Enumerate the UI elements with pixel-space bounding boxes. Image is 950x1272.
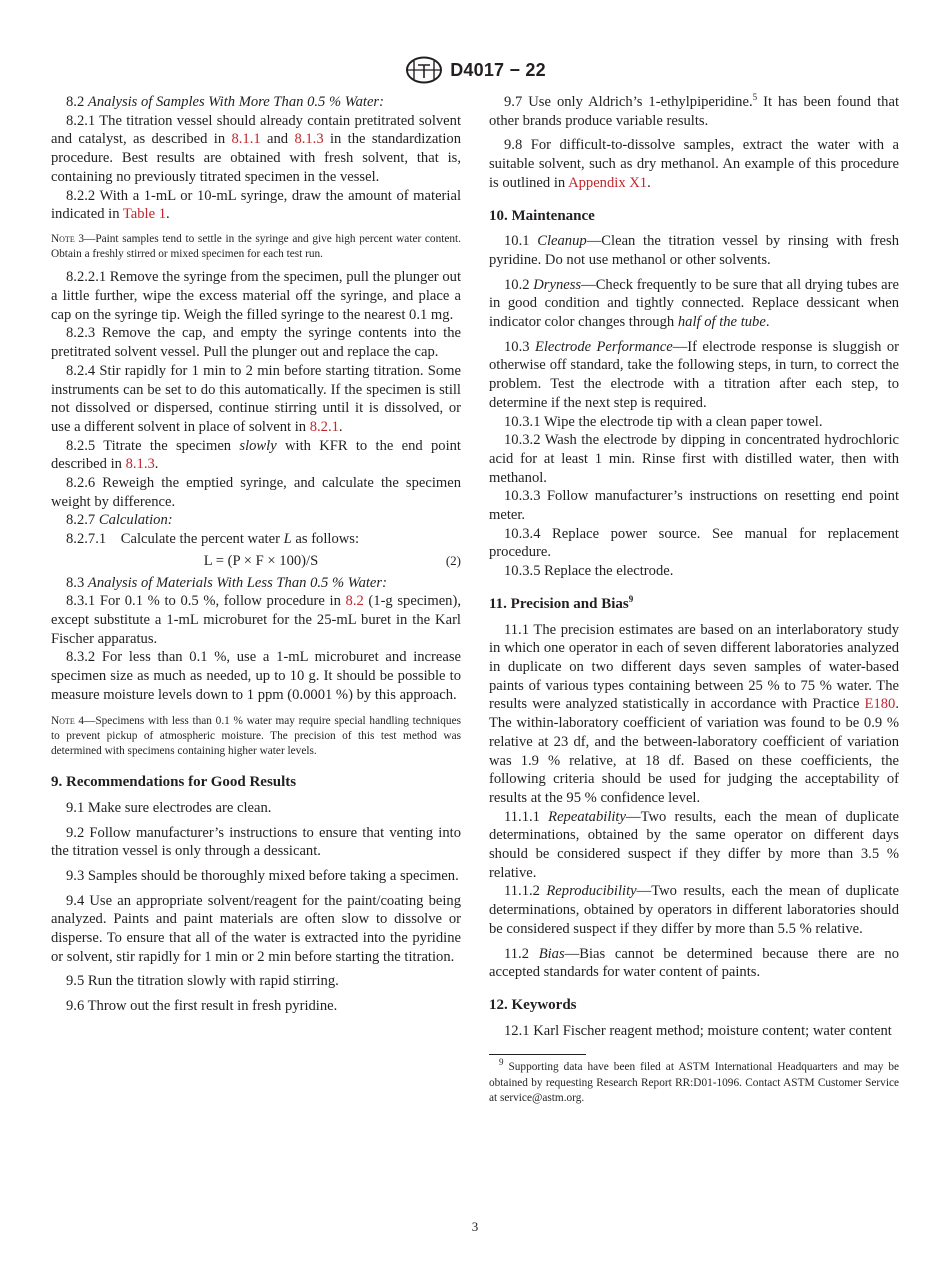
- footnote-ref-9[interactable]: 9: [628, 593, 634, 604]
- equation-formula: L = (P × F × 100)/S: [203, 552, 319, 569]
- equation-number: (2): [445, 552, 461, 568]
- document-designation: D4017 − 22: [450, 59, 546, 80]
- section-8-2-3: 8.2.3 Remove the cap, and empty the syringe contents into the pretitrated solvent vessel. Pull the plunger out and replace the cap.: [51, 325, 461, 361]
- section-10-3: 10.3 Electrode Performance—If electrode response is sluggish or otherwise off standard, take the following steps, in turn, to correct the problem. Test the electrode with a titration after each step, to determine if the next step is required.: [489, 338, 900, 411]
- section-8-2-1: 8.2.1 The titration vessel should already contain pretitrated solvent and catalyst, as described in 8.1.1 and 8.1.3 in the standardization procedure. Best results are obtained with fresh solvent, that is, containing no previously titrated specimen in the vessel.: [51, 112, 462, 185]
- section-8-3: 8.3 Analysis of Materials With Less Than 0.5 % Water:: [66, 574, 387, 591]
- section-8-3-2: 8.3.2 For less than 0.1 %, use a 1-mL microburet and increase specimen size as much as needed, up to 10 g. It should be possible to measure moisture levels down to 1 ppm (0.0001 %) by this approach.: [51, 649, 461, 703]
- page-header: [0, 55, 950, 85]
- right-column: [489, 93, 899, 1107]
- section-10-2: 10.2 Dryness—Check frequently to be sure that all drying tubes are in good condition and tightly connected. Replace dessicant when indicator color changes through half of the tube.: [489, 276, 899, 331]
- footnote-divider: [489, 1054, 586, 1055]
- ref-table-1[interactable]: Table 1: [122, 206, 167, 223]
- heading-11: 11. Precision and Bias$^9$: [489, 593, 634, 612]
- section-10-3-3: 10.3.3 Follow manufacturer’s instructions on resetting end point meter.: [489, 488, 899, 524]
- section-9-2: 9.2 Follow manufacturer’s instructions to ensure that venting into the titration vessel is only through a dessicant.: [51, 824, 461, 860]
- section-10-3-4: 10.3.4 Replace power source. See manual for replacement procedure.: [489, 525, 899, 561]
- section-12-1: 12.1 Karl Fischer reagent method; moisture content; water content: [504, 1022, 892, 1039]
- section-8-3-1: 8.3.1 For 0.1 % to 0.5 %, follow procedure in 8.2 (1-g specimen), except substitute a 1-mL microburet for the 25-mL buret in the Karl Fischer apparatus.: [51, 593, 461, 647]
- ref-8-2[interactable]: 8.2: [345, 593, 364, 610]
- section-8-2-4: 8.2.4 Stir rapidly for 1 min to 2 min before starting titration. Some instruments can be set to do this automatically. If the specimen is still not dissolved or dispersed, continue stirring until it is dissolved, or use a different solvent in place of solvent in 8.2.1.: [51, 362, 461, 435]
- section-9-6: 9.6 Throw out the first result in fresh pyridine.: [66, 998, 338, 1015]
- left-column: [51, 93, 461, 1016]
- footnote-ref-5[interactable]: 5: [752, 92, 758, 103]
- section-11-1: 11.1 The precision estimates are based on an interlaboratory study in which one operator in each of seven different laboratories analyzed in duplicate on two different days seven samples of water-based paints of various types containing between 25 % to 75 % water. The results were analyzed statistically in accordance with Practice E180. The within-laboratory coefficient of variation was found to be 0.9 % relative at 23 df, and the between-laboratory coefficient of variation was 1.9 % relative, at 18 df. Based on these coefficients, the following criteria should be used for judging the acceptability of results at the 95 % confidence level.: [489, 621, 899, 806]
- section-10-3-2: 10.3.2 Wash the electrode by dipping in concentrated hydrochloric acid for at least 1 min. Rinse first with distilled water, then with methanol.: [489, 432, 899, 486]
- footnote-9: $^9$ Supporting data have been filed at ASTM International Headquarters and may be obtained by requesting Research Report RR:D01-1096. Contact ASTM Customer Service at service@astm.org.: [489, 1057, 899, 1105]
- heading-10: 10. Maintenance: [489, 207, 595, 224]
- equation-2: [51, 552, 461, 571]
- section-11-1-1: 11.1.1 Repeatability—Two results, each the mean of duplicate determinations, obtained by the same operator on different days should be considered suspect if they differ by more than 3.5 % relative.: [489, 808, 899, 881]
- ref-8-1-1[interactable]: 8.1.1: [231, 131, 261, 148]
- ref-e180[interactable]: E180: [864, 696, 896, 713]
- section-8-2-5: 8.2.5 Titrate the specimen slowly with KFR to the end point described in 8.1.3.: [51, 437, 461, 473]
- section-8-2-6: 8.2.6 Reweigh the emptied syringe, and calculate the specimen weight by difference.: [51, 475, 461, 510]
- section-8-2-7: 8.2.7 Calculation:: [66, 512, 173, 529]
- section-9-7: 9.7 Use only Aldrich’s 1-ethylpiperidine.$^5$ It has been found that other brands produce variable results.: [489, 92, 899, 129]
- section-11-1-2: 11.1.2 Reproducibility—Two results, each the mean of duplicate determinations, obtained by operators in different laboratories should be considered suspect if they differ by more than 5.5 % relative.: [489, 883, 899, 937]
- section-9-8: 9.8 For difficult-to-dissolve samples, extract the water with a suitable solvent, such as dry methanol. An example of this procedure is outlined in Appendix X1.: [489, 137, 899, 191]
- section-9-3: 9.3 Samples should be thoroughly mixed before taking a specimen.: [66, 867, 459, 884]
- section-8-2-2-1: 8.2.2.1 Remove the syringe from the specimen, pull the plunger out a little further, wipe the excess material off the syringe, and place a cap on the syringe tip. Weigh the filled syringe to the nearest 0.1 mg.: [51, 269, 461, 323]
- section-8-2: 8.2 Analysis of Samples With More Than 0.5 % Water:: [66, 94, 384, 110]
- section-8-2-7-1: 8.2.7.1 Calculate the percent water L as follows:: [66, 531, 360, 548]
- ref-8-1-3-b[interactable]: 8.1.3: [125, 456, 155, 473]
- ref-appendix-x1[interactable]: Appendix X1: [568, 174, 648, 191]
- astm-logo-icon: [404, 56, 444, 84]
- section-9-5: 9.5 Run the titration slowly with rapid stirring.: [66, 973, 339, 990]
- section-11-2: 11.2 Bias—Bias cannot be determined because there are no accepted standards for water content of paints.: [489, 945, 899, 981]
- heading-9: 9. Recommendations for Good Results: [51, 774, 297, 791]
- page-number: 3: [471, 1219, 479, 1234]
- section-8-2-2: 8.2.2 With a 1-mL or 10-mL syringe, draw the amount of material indicated in Table 1.: [51, 187, 461, 223]
- heading-12: 12. Keywords: [489, 996, 577, 1013]
- note-4: Note 4—Specimens with less than 0.1 % water may require special handling techniques to prevent pickup of atmospheric moisture. The precision of this test method was determined with specimens containing higher water levels.: [51, 714, 461, 757]
- note-3: Note 3—Paint samples tend to settle in the syringe and give high percent water content. Obtain a freshly stirred or mixed specimen for each test run.: [51, 232, 461, 261]
- section-10-3-5: 10.3.5 Replace the electrode.: [504, 563, 674, 580]
- section-9-4: 9.4 Use an appropriate solvent/reagent for the paint/coating being analyzed. Paints and paint materials are often slow to dissolve or disperse. To ensure that all of the water is extracted into the pyridine or solvent, stir rapidly for 1 min or 2 min before starting the titration.: [51, 892, 461, 965]
- ref-8-1-3[interactable]: 8.1.3: [294, 131, 324, 148]
- section-10-1: 10.1 Cleanup—Clean the titration vessel by rinsing with fresh pyridine. Do not use methanol or other solvents.: [489, 233, 900, 268]
- section-10-3-1: 10.3.1 Wipe the electrode tip with a clean paper towel.: [504, 413, 823, 430]
- section-9-1: 9.1 Make sure electrodes are clean.: [66, 799, 272, 816]
- ref-8-2-1[interactable]: 8.2.1: [309, 418, 339, 435]
